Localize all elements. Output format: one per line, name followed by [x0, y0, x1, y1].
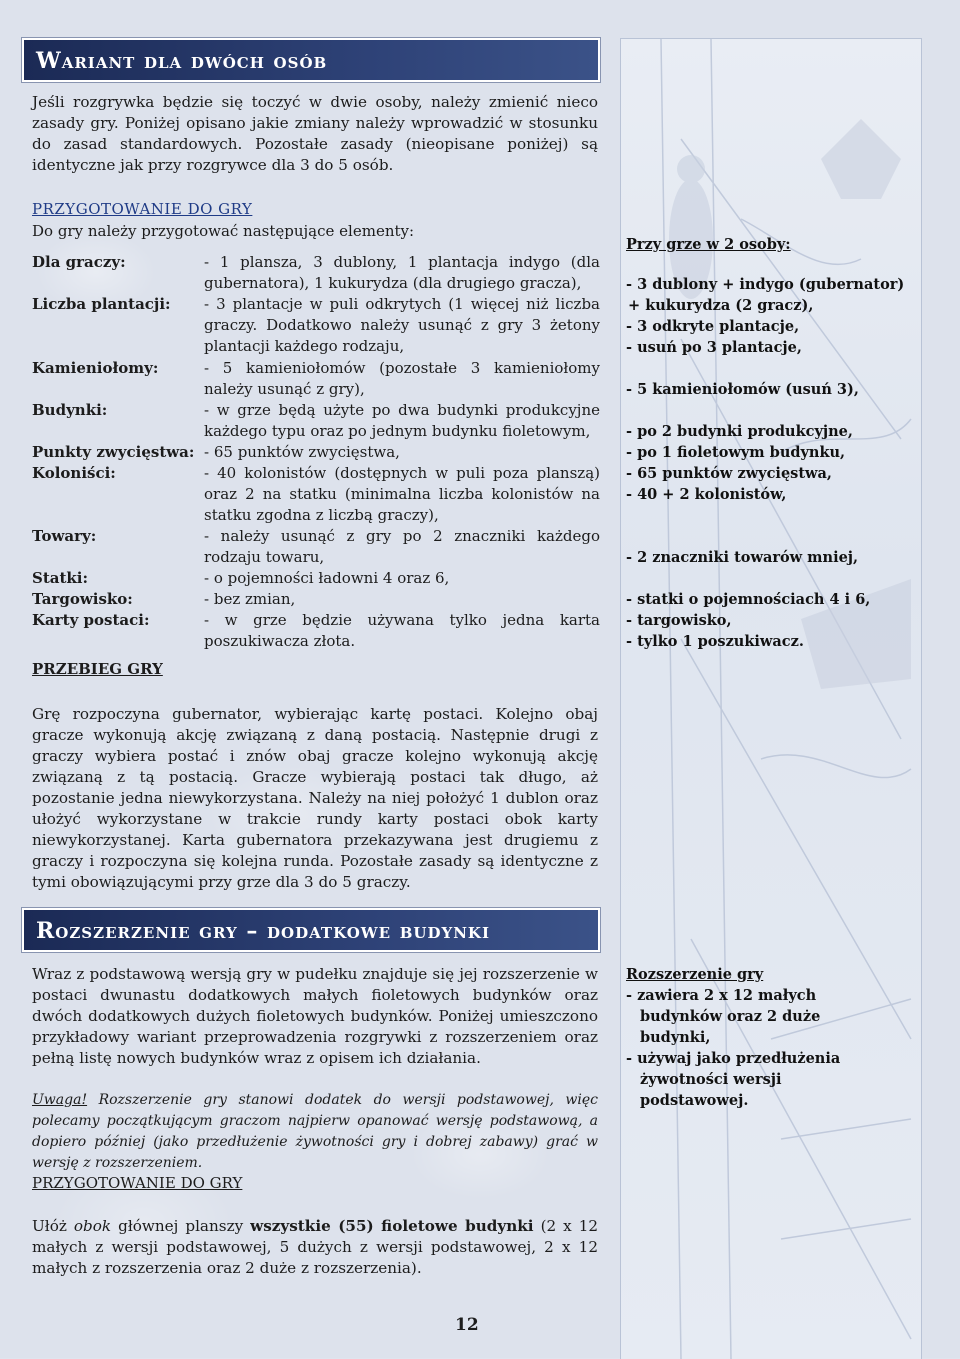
flow-paragraph: Grę rozpoczyna gubernator, wybierając kartę postaci. Kolejno obaj gracze wykonują akcję związaną z daną postacią. Następnie drugi z graczy wybiera postać i znów obaj gracze kolejno wykonują akcję związaną z tą postacią. Gracze wybierają postaci tak długo, aż pozostanie jedna niewykorzystana. Należy na niej położyć 1 dublon oraz ułożyć wykorzystane w trakcie rundy karty postaci obok karty niewykorzystanej. Karta gubernatora przekazywana jest drugiemu z graczy i rozpoczyna się kolejna runda. Pozostałe zasady są identyczne z tymi obowiązującymi przy grze dla 3 do 5 graczy. [32, 705, 598, 891]
sidebar-two-player-heading: Przy grze w 2 osoby: [626, 236, 791, 253]
rule-label: Budynki: [32, 401, 108, 419]
main-content [22, 30, 600, 1330]
rule-label: Kamieniołomy: [32, 359, 159, 377]
rule-label: Dla graczy: [32, 253, 126, 271]
rule-value: - 65 punktów zwycięstwa, [204, 443, 400, 461]
sidebar-line: - 3 dublony + indygo (gubernator) [626, 276, 905, 293]
sidebar-line: - po 1 fioletowym budynku, [626, 444, 846, 461]
rule-value: - należy usunąć z gry po 2 znaczniki każdego rodzaju towaru, [204, 527, 600, 566]
setup-text: Ułóż [32, 1217, 67, 1235]
setup-bold: wszystkie (55) fioletowe budynki [250, 1217, 534, 1235]
rule-label: Statki: [32, 569, 89, 587]
rule-value: - 3 plantacje w puli odkrytych (1 więcej niż liczba graczy. Dodatkowo należy usunąć z gry 3 żetony plantacji każdego rodzaju, [204, 295, 600, 355]
setup-obok: obok [73, 1217, 112, 1235]
sidebar-line: - 40 + 2 kolonistów, [626, 486, 787, 503]
rule-label: Karty postaci: [32, 611, 150, 629]
sidebar-line: żywotności wersji [640, 1071, 782, 1088]
rule-value: - w grze będzie używana tylko jedna karta poszukiwacza złota. [204, 611, 600, 650]
setup-text: głównej planszy [118, 1217, 244, 1235]
sidebar-line: - 65 punktów zwycięstwa, [626, 465, 832, 482]
intro-paragraph: Jeśli rozgrywka będzie się toczyć w dwie osoby, należy zmienić nieco zasady gry. Poniżej opisano jakie zmiany należy wprowadzić w stosunku do zasad standardowych. Pozostałe zasady (nieopisane poniżej) są identyczne jak przy rozgrywce dla 3 do 5 osób. [32, 93, 598, 174]
rule-label: Koloniści: [32, 464, 116, 482]
expansion-note [32, 1090, 598, 1174]
expansion-intro: Wraz z podstawową wersją gry w pudełku znajduje się jej rozszerzenie w postaci dwunastu dodatkowych małych fioletowych budynków oraz dwóch dodatkowych dużych fioletowych budynków. Poniżej umieszczono przykładowy wariant przeprowadzenia rozgrywki z rozszerzeniem oraz pełną listę nowych budynków wraz z opisem ich działania. [32, 965, 598, 1067]
sidebar-expansion-heading: Rozszerzenie gry [626, 966, 764, 983]
sidebar-line: - 5 kamieniołomów (usuń 3), [626, 381, 859, 398]
rule-value: - o pojemności ładowni 4 oraz 6, [204, 569, 450, 587]
rule-value: - bez zmian, [204, 590, 296, 608]
section-title: Rozszerzenie gry – dodatkowe budynki [36, 918, 490, 944]
expansion-setup-heading: PRZYGOTOWANIE DO GRY [32, 1174, 243, 1192]
sidebar-line: - 2 znaczniki towarów mniej, [626, 549, 859, 566]
setup-text: (2 x 12 małych z wersji podstawowej, 5 dużych z wersji podstawowej, 2 x 12 małych z rozszerzenia oraz 2 duże z rozszerzenia). [32, 1217, 599, 1277]
sidebar-line: budynków oraz 2 duże [640, 1008, 821, 1025]
note-label: Uwaga! [32, 1092, 88, 1108]
rule-value: - 1 plansza, 3 dublony, 1 plantacja indygo (dla gubernatora), 1 kukurydza (dla drugiego gracza), [204, 253, 600, 292]
sidebar-line: - targowisko, [626, 612, 732, 629]
sidebar-line: + kukurydza (2 gracz), [628, 297, 814, 314]
sidebar-line: - 3 odkryte plantacje, [626, 318, 800, 335]
section-banner [22, 908, 600, 952]
rule-label: Towary: [32, 527, 97, 545]
setup-heading: PRZYGOTOWANIE DO GRY [32, 200, 253, 218]
sidebar-line: - używaj jako przedłużenia [626, 1050, 841, 1067]
sidebar-line: - usuń po 3 plantacje, [626, 339, 802, 356]
sidebar-line: - statki o pojemnościach 4 i 6, [626, 591, 871, 608]
rule-label: Liczba plantacji: [32, 295, 171, 313]
note-text: Rozszerzenie gry stanowi dodatek do wersji podstawowej, więc polecamy początkującym graczom najpierw opanować wersję podstawową, a dopiero później (jako przedłużenie żywotności gry i dobrej zabawy) grać w wersję z rozszerzeniem. [32, 1092, 598, 1171]
sidebar-line: - zawiera 2 x 12 małych [626, 987, 817, 1004]
rule-label: Punkty zwycięstwa: [32, 443, 195, 461]
sidebar-line: budynki, [640, 1029, 711, 1046]
expansion-setup-paragraph [32, 1216, 598, 1279]
sidebar-line: - po 2 budynki produkcyjne, [626, 423, 853, 440]
section-title: Wariant dla dwóch osób [36, 48, 328, 74]
setup-intro: Do gry należy przygotować następujące elementy: [32, 222, 415, 240]
rule-value: - 5 kamieniołomów (pozostałe 3 kamieniołomy należy usunąć z gry), [204, 359, 600, 398]
page-number: 12 [455, 1315, 479, 1335]
rule-label: Targowisko: [32, 590, 133, 608]
section-banner [22, 38, 600, 82]
sidebar-line: podstawowej. [640, 1092, 749, 1109]
flow-heading: PRZEBIEG GRY [32, 660, 163, 678]
rule-value: - w grze będą użyte po dwa budynki produkcyjne każdego typu oraz po jednym budynku fioletowym, [204, 401, 600, 440]
rule-value: - 40 kolonistów (dostępnych w puli poza planszą) oraz 2 na statku (minimalna liczba kolonistów na statku zgodna z liczbą graczy), [204, 464, 600, 524]
sidebar-line: - tylko 1 poszukiwacz. [626, 633, 804, 650]
